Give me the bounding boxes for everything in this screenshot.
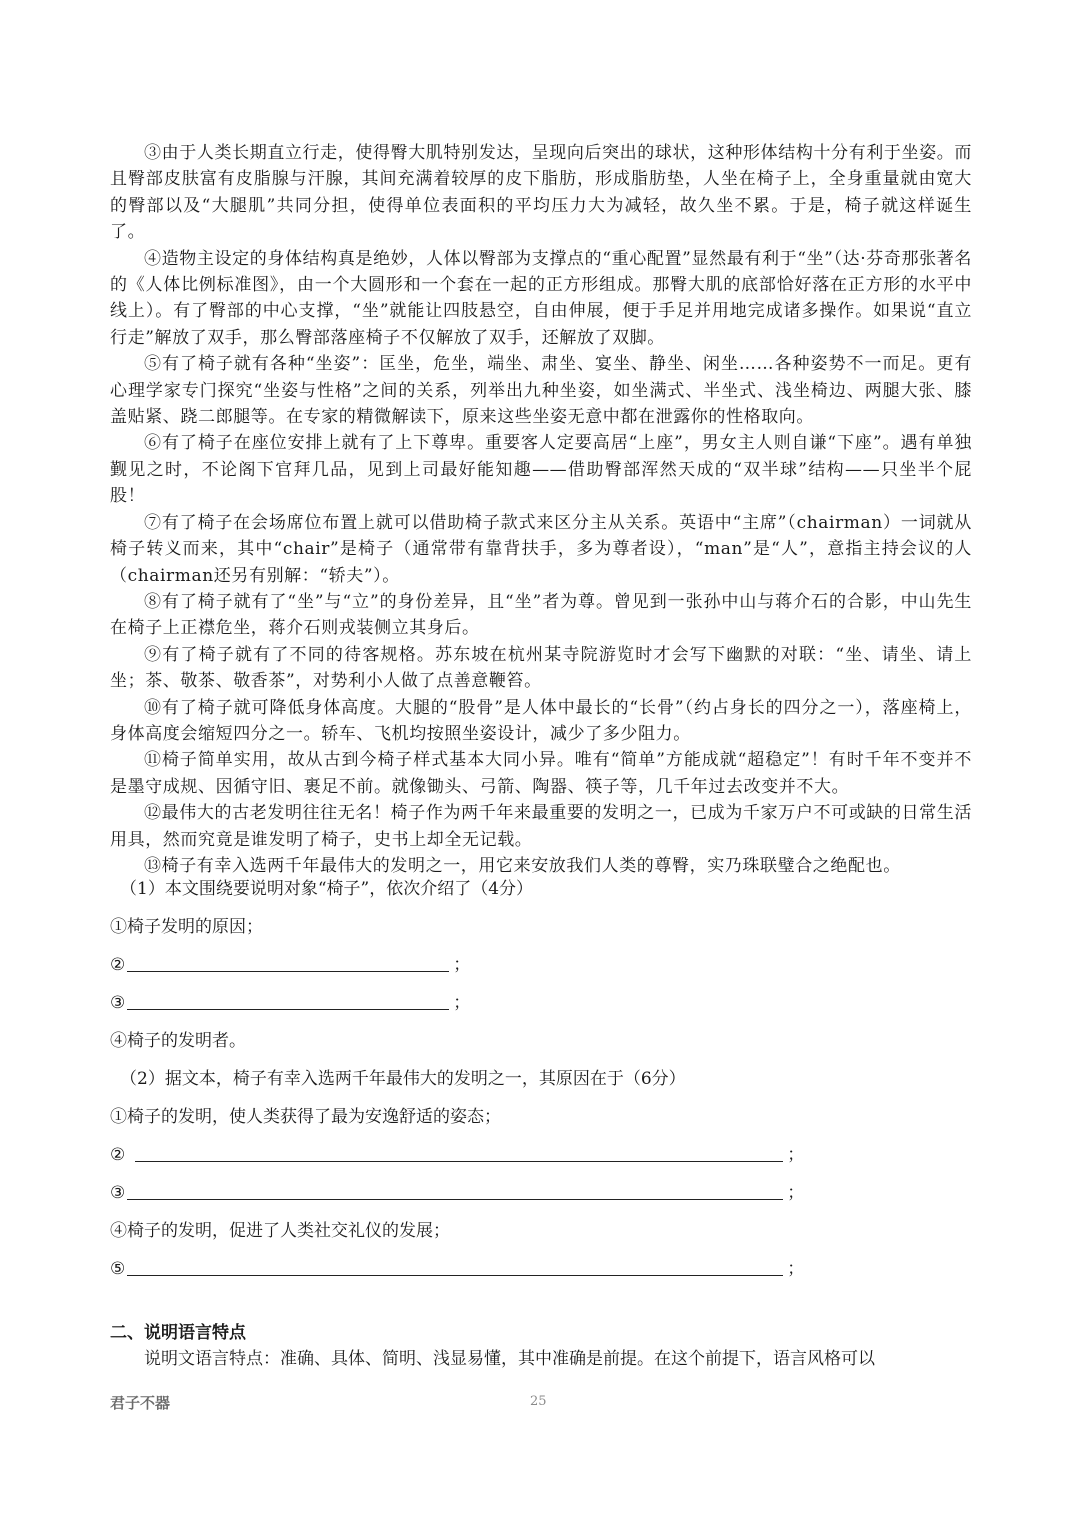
semicolon: ； <box>453 993 471 1013</box>
q1-item-1: ①椅子发明的原因； <box>110 917 263 937</box>
q2-item-4: ④椅子的发明，促进了人类社交礼仪的发展； <box>110 1221 450 1241</box>
question-1-title: （1）本文围绕要说明对象“椅子”，依次介绍了（4分） <box>120 879 534 899</box>
q2-item-2-number: ② <box>110 1145 126 1165</box>
paragraph-10: ⑩有了椅子就可降低身体高度。大腿的“股骨”是人体中最长的“长骨”（约占身长的四分之一），落座椅上，身体高度会缩短四分之一。轿车、飞机均按照坐姿设计，减少了多少阻力。 <box>110 697 972 744</box>
q2-item-3-number: ③ <box>110 1183 126 1203</box>
paragraph-5: ⑤有了椅子就有各种“坐姿”：匡坐，危坐，端坐、肃坐、宴坐、静坐、闲坐……各种姿势不一而足。更有心理学家专门探究“坐姿与性格”之间的关系，列举出九种坐姿，如坐满式、半坐式、浅坐椅边、两腿大张、膝盖贴紧、跷二郎腿等。在专家的精微解读下，原来这些坐姿无意中都在泄露你的性格取向。 <box>110 354 972 428</box>
semicolon: ； <box>787 1259 805 1279</box>
q1-item-3 <box>110 990 980 1016</box>
semicolon: ； <box>787 1183 805 1203</box>
q1-item-4: ④椅子的发明者。 <box>110 1031 246 1051</box>
q1-item-2-number: ② <box>110 955 126 975</box>
article-body <box>110 140 972 879</box>
q1-item-3-number: ③ <box>110 993 126 1013</box>
q2-item-5 <box>110 1256 980 1282</box>
page-number: 25 <box>530 1394 547 1409</box>
paragraph-4: ④造物主设定的身体结构真是绝妙，人体以臀部为支撑点的“重心配置”显然最有利于“坐”（达·芬奇那张著名的《人体比例标准图》，由一个大圆形和一个套在一起的正方形组成。那臀大肌的底部恰好落在正方形的水平中线上）。有了臀部的中心支撑，“坐”就能让四肢悬空，自由伸展，便于手足并用地完成诸多操作。如果说“直立行走”解放了双手，那么臀部落座椅子不仅解放了双手，还解放了双脚。 <box>110 248 972 348</box>
paragraph-8: ⑧有了椅子就有了“坐”与“立”的身份差异，且“坐”者为尊。曾见到一张孙中山与蒋介石的合影，中山先生在椅子上正襟危坐，蒋介石则戎装侧立其身后。 <box>110 591 972 639</box>
q2-item-5-number: ⑤ <box>110 1259 126 1279</box>
section-2-title: 二、说明语言特点 <box>110 1323 246 1343</box>
paragraph-6: ⑥有了椅子在座位安排上就有了上下尊卑。重要客人定要高居“上座”，男女主人则自谦“下座”。遇有单独觐见之时，不论阁下官拜几品，见到上司最好能知趣——借助臀部浑然天成的“双半球”结构——只坐半个屁股！ <box>110 433 972 507</box>
paragraph-11: ⑪椅子简单实用，故从古到今椅子样式基本大同小异。唯有“简单”方能成就“超稳定”！有时千年不变并不是墨守成规、因循守旧、裹足不前。就像锄头、弓箭、陶器、筷子等，几千年过去改变并不大。 <box>110 750 972 797</box>
q1-item-2 <box>110 952 980 978</box>
q2-answer-blank-5[interactable] <box>127 1257 783 1276</box>
q2-item-1: ①椅子的发明，使人类获得了最为安逸舒适的姿态； <box>110 1107 501 1127</box>
q2-item-2 <box>110 1142 980 1168</box>
semicolon: ； <box>453 955 471 975</box>
q2-item-3 <box>110 1180 980 1206</box>
q2-answer-blank-3[interactable] <box>127 1181 783 1200</box>
question-2-title: （2）据文本，椅子有幸入选两千年最伟大的发明之一，其原因在于（6分） <box>120 1069 686 1089</box>
q1-answer-blank-2[interactable] <box>127 953 449 972</box>
paragraph-9: ⑨有了椅子就有了不同的待客规格。苏东坡在杭州某寺院游览时才会写下幽默的对联：“坐、请坐、请上坐；茶、敬茶、敬香茶”，对势利小人做了点善意鞭笞。 <box>110 644 972 692</box>
section-2-body: 说明文语言特点：准确、具体、简明、浅显易懂，其中准确是前提。在这个前提下，语言风格可以 <box>144 1349 875 1369</box>
paragraph-7: ⑦有了椅子在会场席位布置上就可以借助椅子款式来区分主从关系。英语中“主席”（chairman）一词就从椅子转义而来，其中“chair”是椅子（通常带有靠背扶手，多为尊者设），“man”是“人”，意指主持会议的人（chairman还另有别解：“轿夫”）。 <box>110 512 972 586</box>
paragraph-12: ⑫最伟大的古老发明往往无名！椅子作为两千年来最重要的发明之一，已成为千家万户不可或缺的日常生活用具，然而究竟是谁发明了椅子，史书上却全无记载。 <box>110 803 972 850</box>
paragraph-13: ⑬椅子有幸入选两千年最伟大的发明之一，用它来安放我们人类的尊臀，实乃珠联璧合之绝配也。 <box>144 855 901 876</box>
footer-label: 君子不器 <box>110 1394 171 1412</box>
q1-answer-blank-3[interactable] <box>127 991 449 1010</box>
q2-answer-blank-2[interactable] <box>135 1143 783 1162</box>
paragraph-3: ③由于人类长期直立行走，使得臀大肌特别发达，呈现向后突出的球状，这种形体结构十分有利于坐姿。而且臀部皮肤富有皮脂腺与汗腺，其间充满着较厚的皮下脂肪，形成脂肪垫，人坐在椅子上，全身重量就由宽大的臀部以及“大腿肌”共同分担，使得单位表面积的平均压力大为减轻，故久坐不累。于是，椅子就这样诞生了。 <box>110 143 972 243</box>
semicolon: ； <box>787 1145 805 1165</box>
